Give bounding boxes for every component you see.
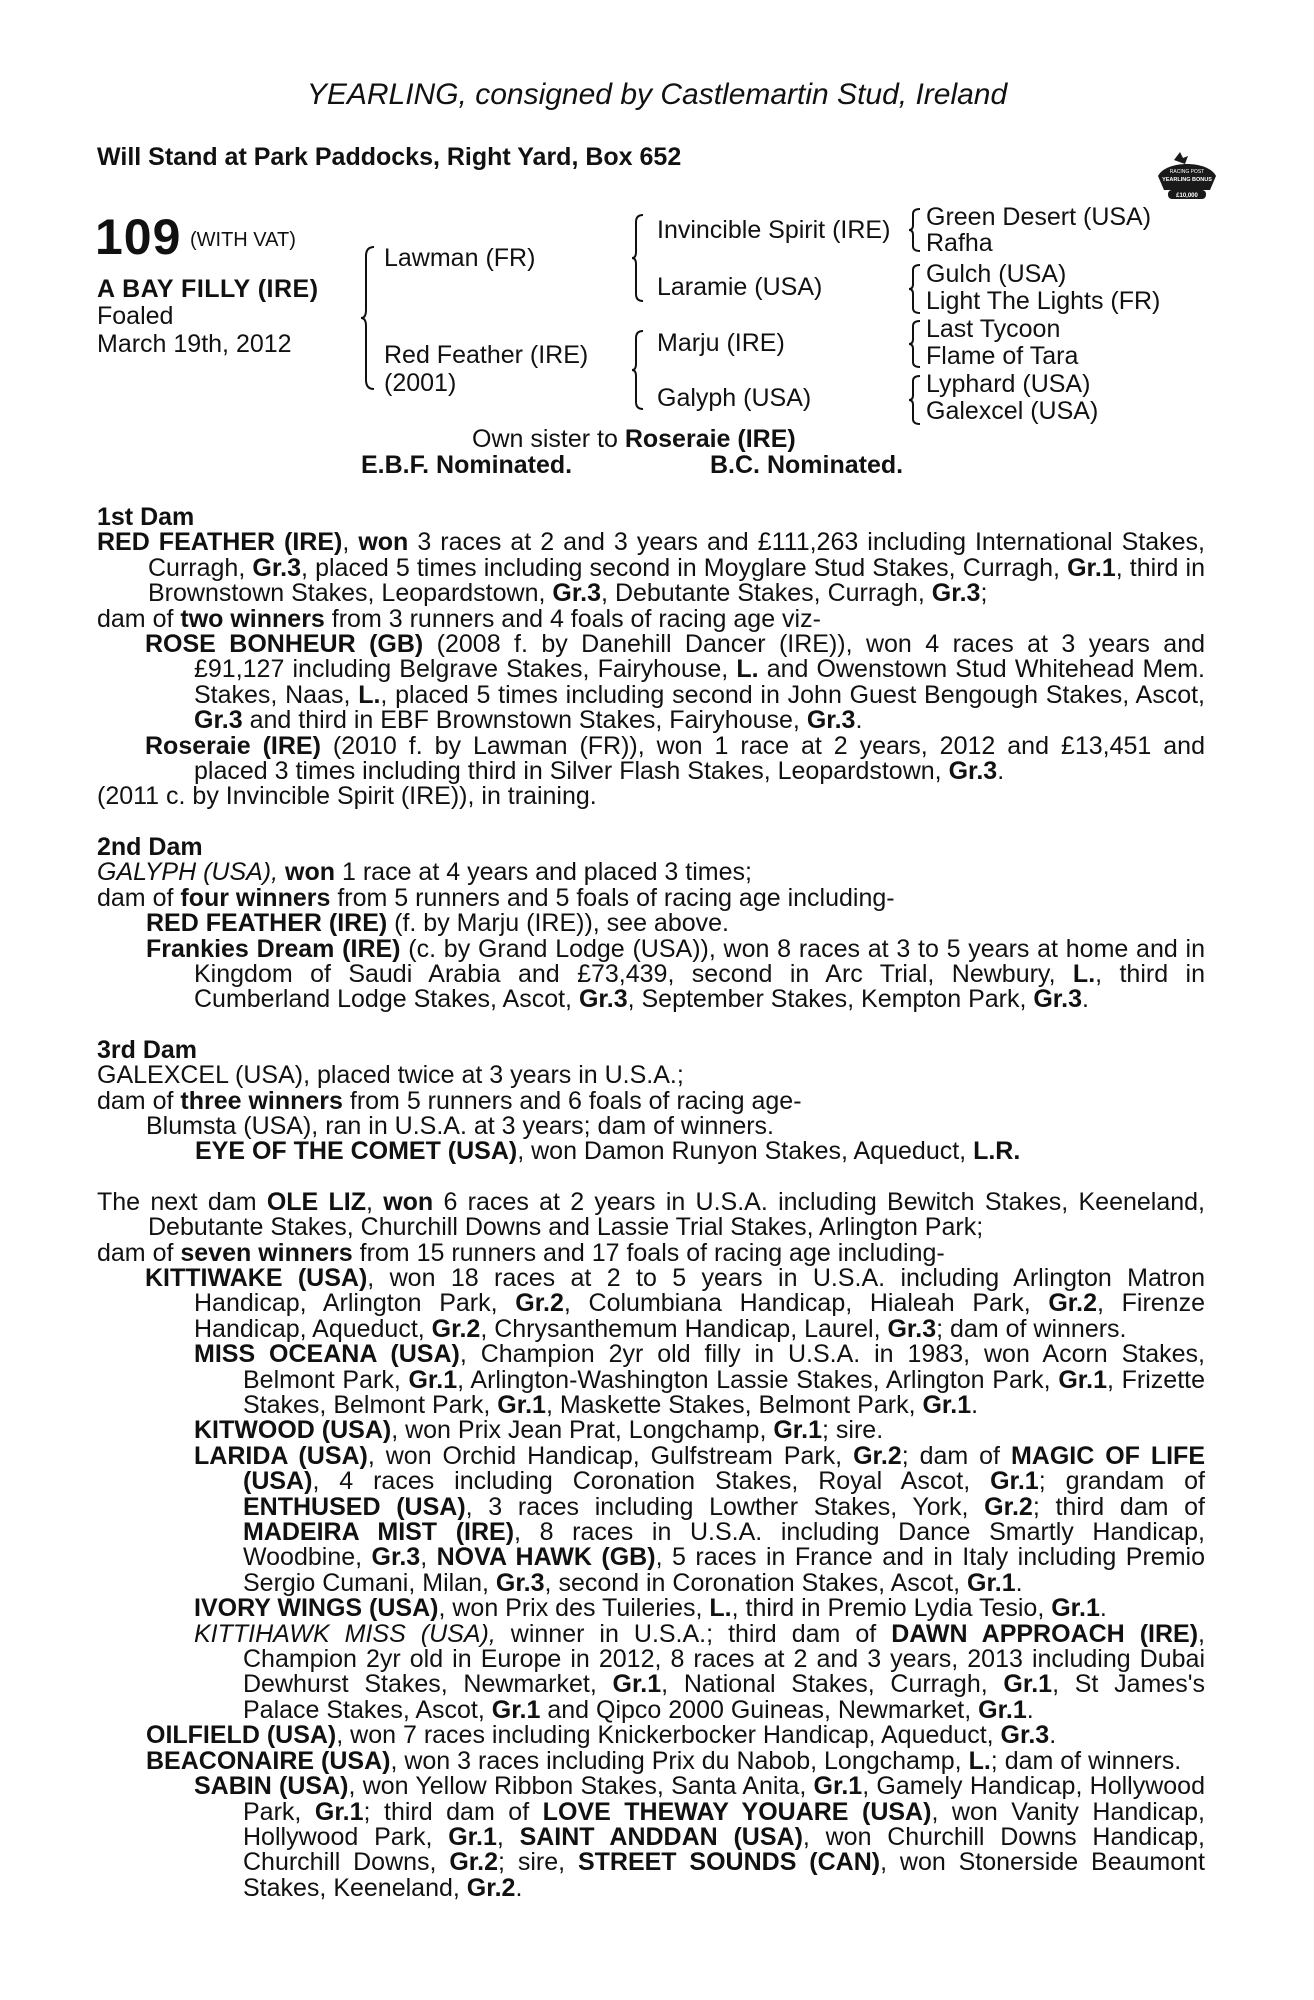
pedigree-sire-sire: Invincible Spirit (IRE) — [657, 216, 891, 244]
bc-nominated: B.C. Nominated. — [710, 451, 904, 479]
progeny-larida: LARIDA (USA), won Orchid Handicap, Gulfstream Park, Gr.2; dam of MAGIC OF LIFE (USA), 4 races including Coronation Stakes, Royal Ascot, Gr.1; grandam of ENTHUSED (USA), 3 races including Lowther Stakes, York, Gr.2; third dam of MADEIRA MIST (IRE), 8 races in U.S.A. including Dance Smartly Handicap, Woodbine, Gr.3, NOVA HAWK (GB), 5 races in France and in Italy including Premio Sergio Cumani, Milan, Gr.3, second in Coronation Stakes, Ascot, Gr.1. — [194, 1441, 1206, 1597]
pedigree-brace-sire — [631, 214, 645, 302]
dam3-record: GALEXCEL (USA), placed twice at 3 years in U.S.A.; — [97, 1061, 684, 1090]
pedigree-g2: Rafha — [926, 229, 993, 257]
progeny-sabin: SABIN (USA), won Yellow Ribbon Stakes, Santa Anita, Gr.1, Gamely Handicap, Hollywood Park, Gr.1; third dam of LOVE THEWAY YOUARE (USA), won Vanity Handicap, Hollywood Park, Gr.1, SAINT ANDDAN (USA), won Churchill Downs Handicap, Churchill Downs, Gr.2; sire, STREET SOUNDS (CAN), won Stonerside Beaumont Stakes, Keeneland, Gr.2. — [194, 1772, 1205, 1902]
pedigree-brace-g1 — [908, 208, 922, 252]
dam2-progeny-2: Frankies Dream (IRE) (c. by Grand Lodge (USA)), won 8 races at 3 to 5 years at home and in Kingdom of Saudi Arabia and £73,439, second in Arc Trial, Newbury, L., third in Cumberland Lodge Stakes, Ascot, Gr.3, September Stakes, Kempton Park, Gr.3. — [146, 934, 1205, 1014]
pedigree-brace-g3 — [908, 320, 922, 368]
pedigree-brace-main — [360, 246, 376, 390]
pedigree-brace-dam — [631, 330, 645, 410]
pedigree-brace-g4 — [908, 375, 922, 425]
pedigree-g1: Green Desert (USA) — [926, 203, 1152, 231]
dam1-progeny-2: Roseraie (IRE) (2010 f. by Lawman (FR)), won 1 race at 2 years, 2012 and £13,451 and placed 3 times including third in Silver Flash Stakes, Leopardstown, Gr.3. — [145, 731, 1205, 786]
pedigree-g8: Galexcel (USA) — [926, 397, 1099, 425]
lot-number: 109 — [95, 209, 182, 265]
progeny-miss-oceana: MISS OCEANA (USA), Champion 2yr old filly in U.S.A. in 1983, won Acorn Stakes, Belmont Park, Gr.1, Arlington-Washington Lassie Stakes, Arlington Park, Gr.1, Frizette Stakes, Belmont Park, Gr.1, Maskette Stakes, Belmont Park, Gr.1. — [194, 1340, 1206, 1419]
horse-logo-icon — [1158, 152, 1216, 199]
pedigree-g6: Flame of Tara — [926, 342, 1079, 370]
pedigree-g3: Gulch (USA) — [926, 260, 1067, 288]
foaled-label: Foaled — [97, 302, 174, 330]
dam2-dam-of: dam of four winners from 5 runners and 5 foals of racing age including- — [97, 883, 895, 912]
badge-line1: RACING POST — [1169, 169, 1205, 175]
dam1-dam-of: dam of two winners from 3 runners and 4 foals of racing age viz- — [97, 604, 821, 633]
pedigree-dam-year: (2001) — [384, 369, 457, 397]
pedigree-sire: Lawman (FR) — [384, 244, 536, 272]
pedigree-g5: Last Tycoon — [926, 315, 1061, 343]
progeny-ivory-wings: IVORY WINGS (USA), won Prix des Tuileries, L., third in Premio Lydia Tesio, Gr.1. — [194, 1594, 1107, 1623]
dam3-heading: 3rd Dam — [97, 1035, 198, 1064]
dam1-heading: 1st Dam — [97, 503, 195, 531]
next-dam-record: The next dam OLE LIZ, won 6 races at 2 years in U.S.A. including Bewitch Stakes, Keeneland, Debutante Stakes, Churchill Downs and Lassie Trial Stakes, Arlington Park; — [97, 1187, 1206, 1242]
pedigree-brace-g2 — [908, 264, 922, 314]
ebf-nominated: E.B.F. Nominated. — [361, 451, 573, 479]
dam1-progeny-3: (2011 c. by Invincible Spirit (IRE)), in training. — [97, 782, 597, 811]
foaled-date: March 19th, 2012 — [97, 330, 292, 358]
progeny-oilfield: OILFIELD (USA), won 7 races including Knickerbocker Handicap, Aqueduct, Gr.3. — [146, 1721, 1057, 1750]
dam3-progeny-2: EYE OF THE COMET (USA), won Damon Runyon Stakes, Aqueduct, L.R. — [195, 1137, 1021, 1166]
dam3-dam-of: dam of three winners from 5 runners and 6 foals of racing age- — [97, 1086, 802, 1115]
badge-amount: £10,000 — [1176, 193, 1198, 199]
progeny-kittiwake: KITTIWAKE (USA), won 18 races at 2 to 5 years in U.S.A. including Arlington Matron Handicap, Arlington Park, Gr.2, Columbiana Handicap, Hialeah Park, Gr.2, Firenze Handicap, Aqueduct, Gr.2, Chrysanthemum Handicap, Laurel, Gr.3; dam of winners. — [145, 1263, 1205, 1343]
progeny-beaconaire: BEACONAIRE (USA), won 3 races including Prix du Nabob, Longchamp, L.; dam of winners. — [146, 1746, 1182, 1775]
vat-label: (WITH VAT) — [190, 229, 296, 251]
dam1-record: RED FEATHER (IRE), won 3 races at 2 and 3 years and £111,263 including International Stakes, Curragh, Gr.3, placed 5 times including second in Moyglare Stud Stakes, Curragh, Gr.1, third in Brownstown Stakes, Leopardstown, Gr.3, Debutante Stakes, Curragh, Gr.3; — [97, 528, 1205, 608]
dam2-progeny-1: RED FEATHER (IRE) (f. by Marju (IRE)), see above. — [146, 909, 729, 938]
pedigree-dam: Red Feather (IRE) — [384, 341, 589, 369]
own-sister-line: Own sister to Roseraie (IRE) — [472, 425, 796, 453]
pedigree-g4: Light The Lights (FR) — [926, 287, 1161, 315]
progeny-kitwood: KITWOOD (USA), won Prix Jean Prat, Longchamp, Gr.1; sire. — [194, 1416, 884, 1445]
page-title: YEARLING, consigned by Castlemartin Stud, Ireland — [306, 78, 1008, 111]
yearling-bonus-badge — [1152, 146, 1222, 202]
dam1-progeny-1: ROSE BONHEUR (GB) (2008 f. by Danehill Dancer (IRE)), won 4 races at 3 years and £91,127 including Belgrave Stakes, Fairyhouse, L. and Owenstown Stud Whitehead Mem. Stakes, Naas, L., placed 5 times including second in John Guest Bengough Stakes, Ascot, Gr.3 and third in EBF Brownstown Stakes, Fairyhouse, Gr.3. — [145, 630, 1205, 735]
next-dam-of: dam of seven winners from 15 runners and 17 foals of racing age including- — [97, 1238, 945, 1267]
dam2-record: GALYPH (USA), won 1 race at 4 years and placed 3 times; — [97, 858, 752, 887]
pedigree-sire-dam: Laramie (USA) — [657, 273, 823, 301]
pedigree-dam-sire: Marju (IRE) — [657, 329, 785, 357]
lot-name: A BAY FILLY (IRE) — [97, 275, 319, 303]
pedigree-dam-dam: Galyph (USA) — [657, 384, 812, 412]
own-sister-name: Roseraie (IRE) — [624, 425, 796, 453]
stand-location: Will Stand at Park Paddocks, Right Yard, Box 652 — [97, 143, 682, 171]
progeny-kittihawk-miss: KITTIHAWK MISS (USA), winner in U.S.A.; third dam of DAWN APPROACH (IRE), Champion 2yr old in Europe in 2012, 8 races at 2 and 3 years, 2013 including Dubai Dewhurst Stakes, Newmarket, Gr.1, National Stakes, Curragh, Gr.1, St James's Palace Stakes, Ascot, Gr.1 and Qipco 2000 Guineas, Newmarket, Gr.1. — [194, 1619, 1205, 1724]
dam2-heading: 2nd Dam — [97, 832, 203, 861]
pedigree-g7: Lyphard (USA) — [926, 370, 1091, 398]
catalogue-text — [97, 505, 1205, 1901]
badge-line2: YEARLING BONUS — [1162, 177, 1212, 183]
dam3-progeny-1: Blumsta (USA), ran in U.S.A. at 3 years; dam of winners. — [146, 1111, 775, 1140]
